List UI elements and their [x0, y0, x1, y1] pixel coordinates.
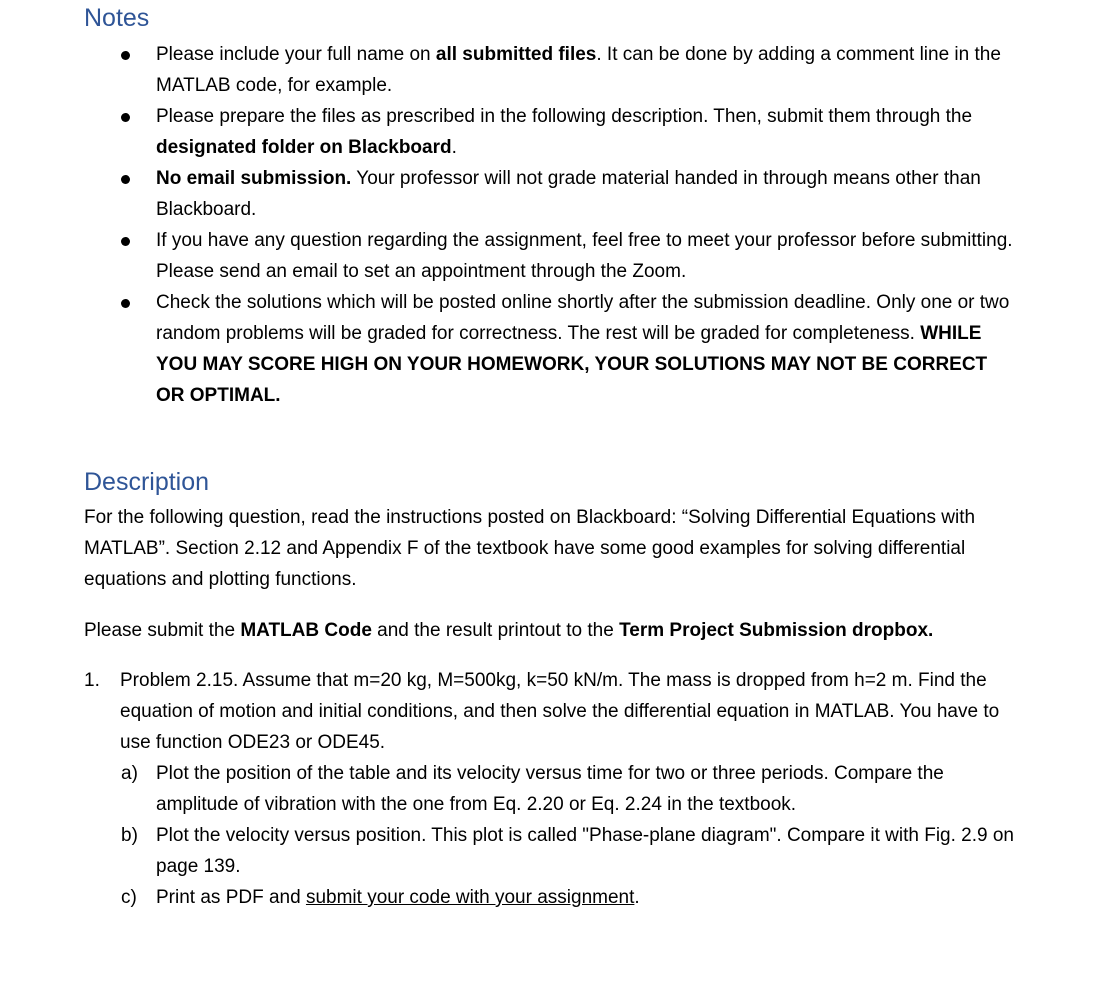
- problem-part-c: [121, 882, 1024, 913]
- list-item: [0, 163, 1098, 225]
- submit-code-link[interactable]: submit your code with your assignment: [305, 887, 635, 908]
- problem-number: 1.: [84, 670, 100, 691]
- note-text: Check the solutions which will be posted online shortly after the submission deadline. Only one or two random problems will be graded for correctness. The rest will be graded for completeness.: [156, 292, 1010, 344]
- part-label: b): [121, 825, 138, 846]
- description-paragraph: For the following question, read the instructions posted on Blackboard: “Solving Differential Equations with MATLAB”. Section 2.12 and Appendix F of the textbook have some good examples for solving differential equations and plotting functions.: [84, 507, 976, 590]
- bullet-icon: [121, 299, 130, 308]
- part-text: Print as PDF and: [156, 887, 306, 908]
- list-item: [0, 287, 1098, 411]
- problem-text: Problem 2.15. Assume that m=20 kg, M=500kg, k=50 kN/m. The mass is dropped from h=2 m. Find the equation of motion and initial conditions, and then solve the differential equation in MATLAB. You have to use function ODE23 or ODE45.: [120, 670, 1000, 753]
- note-bold-text: designated folder on Blackboard: [156, 137, 452, 158]
- notes-list: [0, 39, 1098, 411]
- part-text: Plot the position of the table and its velocity versus time for two or three periods. Compare the amplitude of vibration with the one from Eq. 2.20 or Eq. 2.24 in the textbook.: [156, 763, 944, 815]
- note-text: . It can be done by adding a comment line in the MATLAB code, for example.: [156, 44, 1001, 96]
- bullet-icon: [121, 51, 130, 60]
- bullet-icon: [121, 113, 130, 122]
- bullet-icon: [121, 237, 130, 246]
- part-text: Plot the velocity versus position. This plot is called "Phase-plane diagram". Compare it with Fig. 2.9 on page 139.: [156, 825, 1014, 877]
- note-text: Your professor will not grade material handed in through means other than Blackboard.: [156, 168, 981, 220]
- problem-part-a: [121, 758, 1024, 820]
- instruction-text: Please submit the: [84, 620, 241, 641]
- note-text: Please prepare the files as prescribed in the following description. Then, submit them through the: [156, 106, 973, 127]
- part-label: a): [121, 763, 138, 784]
- problem-1: [84, 665, 1024, 913]
- note-bold-text: all submitted files: [435, 44, 597, 65]
- list-item: [0, 225, 1098, 287]
- problem-part-b: [121, 820, 1024, 882]
- note-text: If you have any question regarding the assignment, feel free to meet your professor before submitting. Please send an email to set an appointment through the Zoom.: [156, 230, 1013, 282]
- list-item: [0, 39, 1098, 101]
- note-bold-text: WHILE YOU MAY SCORE HIGH ON YOUR HOMEWORK, YOUR SOLUTIONS MAY NOT BE CORRECT OR OPTIMAL.: [156, 323, 988, 406]
- submission-instructions: [84, 615, 1014, 646]
- note-bold-text: No email submission.: [156, 168, 352, 189]
- instruction-bold-text: MATLAB Code: [240, 620, 372, 641]
- part-label: c): [121, 887, 137, 908]
- note-text: .: [451, 137, 457, 158]
- instruction-bold-text: Term Project Submission dropbox.: [619, 620, 934, 641]
- instruction-text: and the result printout to the: [371, 620, 620, 641]
- notes-heading: Notes: [84, 4, 150, 32]
- part-text: .: [634, 887, 640, 908]
- list-item: [0, 101, 1098, 163]
- bullet-icon: [121, 175, 130, 184]
- note-text: Please include your full name on: [156, 44, 436, 65]
- description-heading: Description: [84, 468, 210, 496]
